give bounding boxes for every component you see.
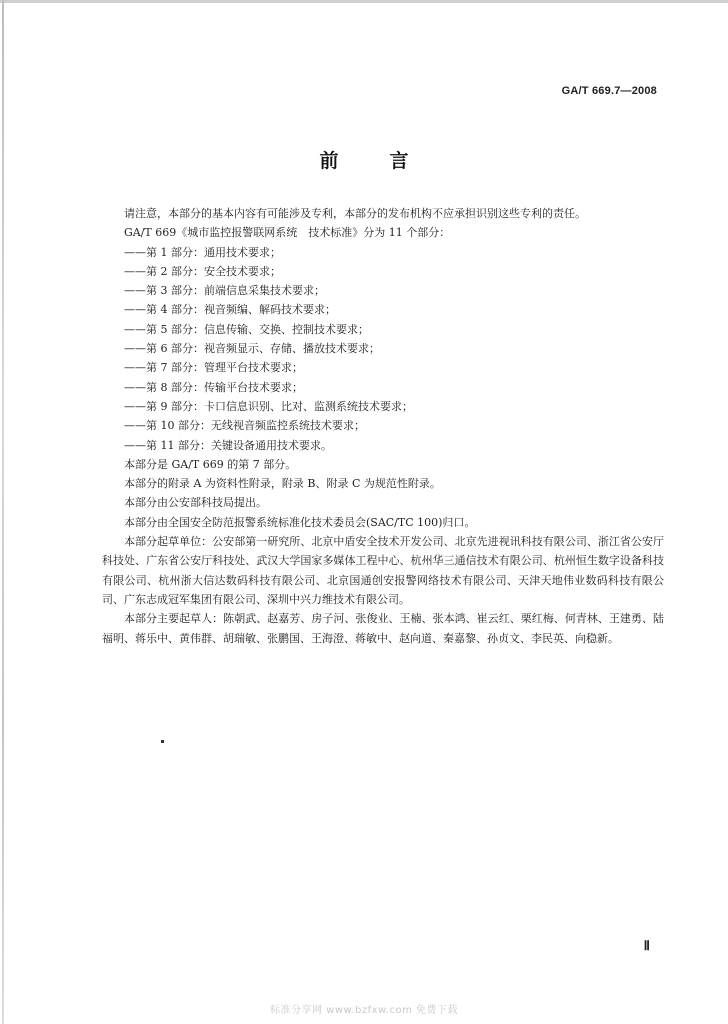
jurisdiction-statement: 本部分由全国安全防范报警系统标准化技术委员会(SAC/TC 100)归口。 <box>124 515 476 529</box>
watermark: 标准分享网 www.bzfxw.com 免费下载 <box>270 1005 458 1016</box>
part-list-item: ——第 7 部分：管理平台技术要求； <box>124 361 303 375</box>
this-part-statement: 本部分是 GA/T 669 的第 7 部分。 <box>124 457 297 471</box>
proposed-by-statement: 本部分由公安部科技局提出。 <box>124 496 267 510</box>
scan-speck <box>161 740 164 743</box>
part-list-item: ——第 2 部分：安全技术要求； <box>124 264 281 278</box>
part-list-item: ——第 3 部分：前端信息采集技术要求； <box>124 284 325 298</box>
standard-code: GA/T 669.7—2008 <box>561 85 657 97</box>
part-list-item: ——第 9 部分：卡口信息识别、比对、监测系统技术要求； <box>124 399 413 413</box>
part-list-item: ——第 10 部分：无线视音频监控系统技术要求； <box>124 419 365 433</box>
part-list-item: ——第 4 部分：视音频编、解码技术要求； <box>124 303 336 317</box>
page-title: 前 言 <box>319 150 425 172</box>
foreword-body <box>102 204 664 648</box>
appendix-statement: 本部分的附录 A 为资料性附录，附录 B、附录 C 为规范性附录。 <box>124 477 441 491</box>
part-list-item: ——第 11 部分：关键设备通用技术要求。 <box>124 438 332 452</box>
part-list-item: ——第 8 部分：传输平台技术要求； <box>124 380 303 394</box>
drafting-units-paragraph: 本部分起草单位：公安部第一研究所、北京中盾安全技术开发公司、北京先进视讯科技有限公司、浙江省公安厅科技处、广东省公安厅科技处、武汉大学国家多媒体工程中心、杭州华三通信技术有限公司、杭州恒生数字设备科技有限公司、杭州浙大信达数码科技有限公司、北京国通创安报警网络技术有限公司、天津天地伟业数码科技有限公司、广东志成冠军集团有限公司、深圳中兴力维技术有限公司。 <box>102 535 664 606</box>
series-intro: GA/T 669《城市监控报警联网系统 技术标准》分为 11 个部分： <box>124 226 451 240</box>
patent-notice: 请注意，本部分的基本内容有可能涉及专利，本部分的发布机构不应承担识别这些专利的责任。 <box>124 207 586 220</box>
part-list-item: ——第 6 部分：视音频显示、存储、播放技术要求； <box>124 342 380 356</box>
part-list-item: ——第 5 部分：信息传输、交换、控制技术要求； <box>124 322 369 336</box>
page-number: Ⅱ <box>643 938 650 953</box>
drafters-paragraph: 本部分主要起草人：陈朝武、赵嘉芳、房子河、张俊业、王楠、张本鸿、崔云红、栗红梅、何青林、王建勇、陆福明、蒋乐中、黄伟群、胡瑞敏、张鹏国、王海澄、蒋敏中、赵向道、秦嘉黎、孙贞文、李民英、向稳新。 <box>102 612 664 645</box>
scan-edge-top <box>0 0 728 3</box>
part-list-item: ——第 1 部分：通用技术要求； <box>124 245 281 259</box>
